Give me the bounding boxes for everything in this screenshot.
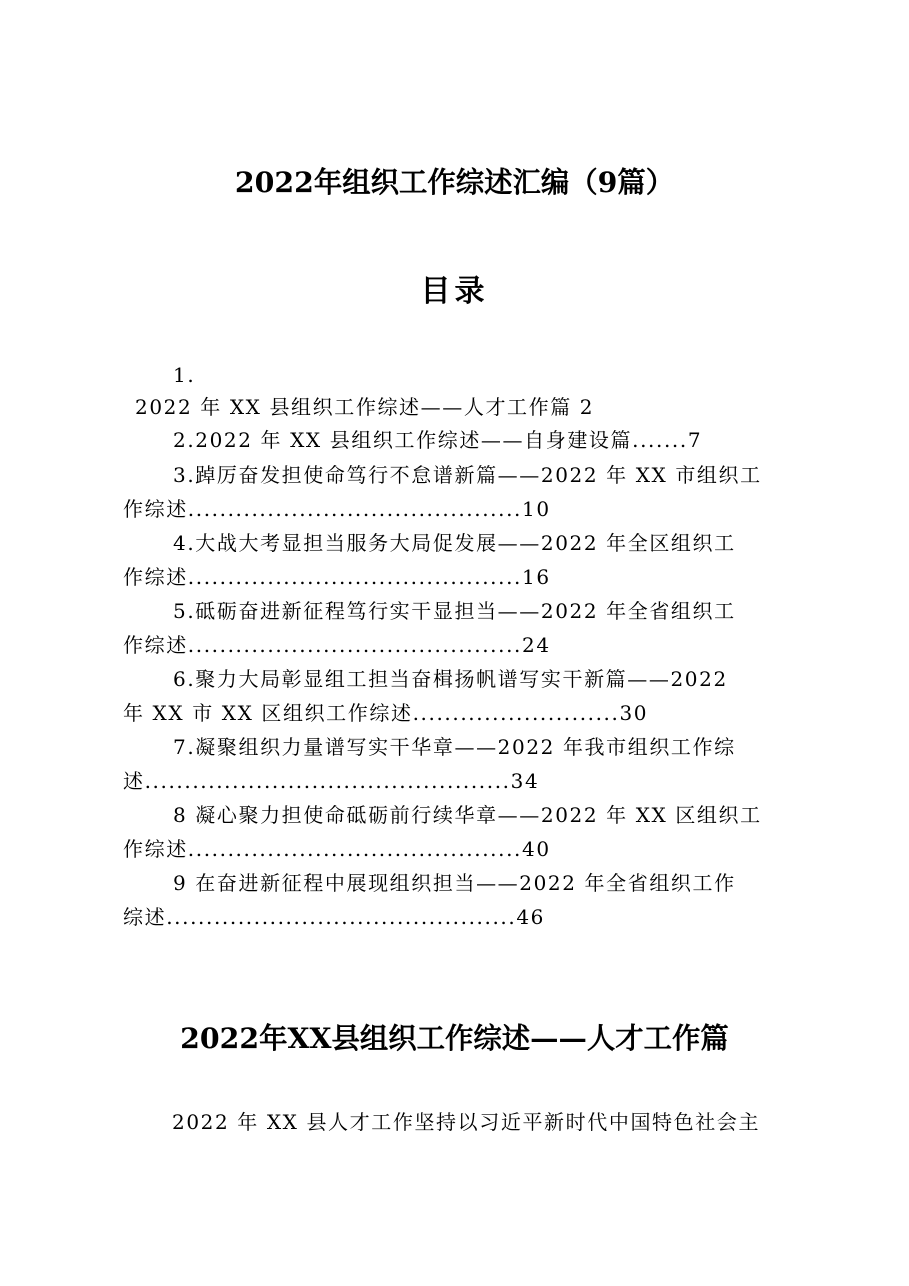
body-paragraph: 2022 年 XX 县人才工作坚持以习近平新时代中国特色社会主 <box>172 1110 761 1134</box>
toc-entry-4-line-1[interactable]: 4.大战大考显担当服务大局促发展——2022 年全区组织工 <box>173 531 736 555</box>
toc-entry-8-line-1[interactable]: 8 凝心聚力担使命砥砺前行续华章——2022 年 XX 区组织工 <box>173 803 762 827</box>
toc-heading: 目录 <box>420 274 489 309</box>
toc-entry-9-line-2[interactable]: 综述............................................46 <box>123 905 545 929</box>
toc-entry-3-line-1[interactable]: 3.踔厉奋发担使命笃行不怠谱新篇——2022 年 XX 市组织工 <box>173 463 762 487</box>
document-title: 2022年组织工作综述汇编（9篇） <box>234 165 675 199</box>
toc-entry-4-line-2[interactable]: 作综述..........................................16 <box>123 565 551 589</box>
toc-entry-5-line-1[interactable]: 5.砥砺奋进新征程笃行实干显担当——2022 年全省组织工 <box>173 599 736 623</box>
toc-entry-2-line-1[interactable]: 2.2022 年 XX 县组织工作综述——自身建设篇.......7 <box>173 428 703 452</box>
toc-entry-6-line-2[interactable]: 年 XX 市 XX 区组织工作综述..........................30 <box>123 701 649 725</box>
toc-entry-7-line-2[interactable]: 述..............................................34 <box>123 769 540 793</box>
toc-entry-1-line-2[interactable]: 2022 年 XX 县组织工作综述——人才工作篇 2 <box>135 395 595 419</box>
toc-entry-3-line-2[interactable]: 作综述..........................................10 <box>123 497 551 521</box>
toc-entry-6-line-1[interactable]: 6.聚力大局彰显组工担当奋楫扬帆谱写实干新篇——2022 <box>173 667 728 691</box>
toc-entry-5-line-2[interactable]: 作综述..........................................24 <box>123 633 551 657</box>
toc-entry-8-line-2[interactable]: 作综述..........................................40 <box>123 837 551 861</box>
toc-entry-1-line-1[interactable]: 1. <box>173 363 196 387</box>
toc-entry-9-line-1[interactable]: 9 在奋进新征程中展现组织担当——2022 年全省组织工作 <box>173 871 736 895</box>
section-title: 2022年XX县组织工作综述——人才工作篇 <box>180 1021 729 1055</box>
toc-entry-7-line-1[interactable]: 7.凝聚组织力量谱写实干华章——2022 年我市组织工作综 <box>173 735 736 759</box>
